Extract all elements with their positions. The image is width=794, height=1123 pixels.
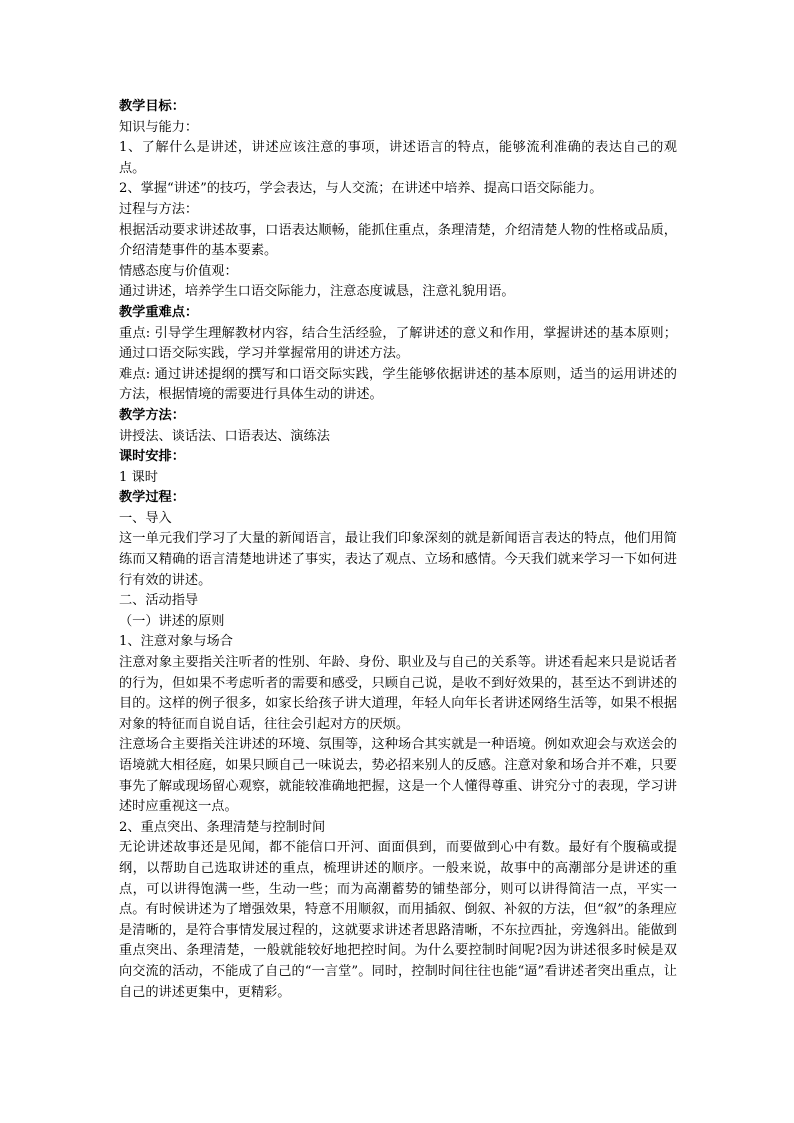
subheading-knowledge-ability: 知识与能力： bbox=[119, 119, 199, 135]
paragraph: 根据活动要求讲述故事，口语表达顺畅，能抓住重点，条理清楚，介绍清楚人物的性格或品质，介绍清楚事件的基本要素。 bbox=[119, 222, 677, 259]
heading-teaching-methods: 教学方法： bbox=[119, 407, 185, 423]
paragraph: 注意对象主要指关注听者的性别、年龄、身份、职业及与自己的关系等。讲述看起来只是说话者的行为，但如果不考虑听者的需要和感受，只顾自己说，是收不到好效果的，甚至达不到讲述的目的。这样的例子很多，如家长给孩子讲大道理，年轻人向年长者讲述网络生活等，如果不根据对象的特征而自说自话，往往会引起对方的厌烦。 bbox=[119, 655, 677, 732]
paragraph-difficult-point: 难点: 通过讲述提纲的撰写和口语交际实践，学生能够依据讲述的基本原则，适当的运用讲述的方法，根据情境的需要进行具体生动的讲述。 bbox=[119, 366, 677, 403]
heading-key-difficult-points: 教学重难点： bbox=[119, 304, 199, 320]
section-subtitle: （一）讲述的原则 bbox=[119, 613, 225, 629]
paragraph: 无论讲述故事还是见闻，都不能信口开河、面面俱到，而要做到心中有数。最好有个腹稿或提纲，以帮助自己选取讲述的重点，梳理讲述的顺序。一般来说，故事中的高潮部分是讲述的重点，可以讲得饱满一些，生动一些；而为高潮蓄势的铺垫部分，则可以讲得简洁一点，平实一点。有时候讲述为了增强效果，特意不用顺叙，而用插叙、倒叙、补叙的方法，但“叙”的条理应是清晰的，是符合事情发展过程的，这就要求讲述者思路清晰，不东拉西扯，旁逸斜出。能做到重点突出、条理清楚，一般就能较好地把控时间。为什么要控制时间呢?因为讲述很多时候是双向交流的活动，不能成了自己的“一言堂”。同时，控制时间往往也能“逼”看讲述者突出重点，让自己的讲述更集中，更精彩。 bbox=[119, 840, 677, 1000]
paragraph: 1、了解什么是讲述，讲述应该注意的事项，讲述语言的特点，能够流利准确的表达自己的观点。 bbox=[119, 140, 677, 176]
paragraph: 通过讲述，培养学生口语交际能力，注意态度诚恳，注意礼貌用语。 bbox=[119, 284, 515, 300]
paragraph-key-point: 重点: 引导学生理解教材内容，结合生活经验，了解讲述的意义和作用，掌握讲述的基本原则；通过口语交际实践，学习并掌握常用的讲述方法。 bbox=[119, 325, 677, 362]
heading-teaching-process: 教学过程： bbox=[119, 490, 185, 506]
section-subtitle: 2、重点突出、条理清楚与控制时间 bbox=[119, 819, 326, 835]
heading-teaching-goals: 教学目标： bbox=[119, 99, 185, 114]
document-page bbox=[119, 97, 677, 1003]
subheading-emotion-values: 情感态度与价值观： bbox=[119, 263, 238, 279]
paragraph: 讲授法、谈话法、口语表达、演练法 bbox=[119, 428, 330, 444]
paragraph: 2、掌握“讲述”的技巧，学会表达，与人交流；在讲述中培养、提高口语交际能力。 bbox=[119, 181, 603, 197]
subheading-process-method: 过程与方法： bbox=[119, 201, 199, 217]
heading-class-schedule: 课时安排： bbox=[119, 449, 185, 465]
section-title: 二、活动指导 bbox=[119, 593, 199, 609]
paragraph: 1 课时 bbox=[119, 469, 158, 485]
section-subtitle: 1、注意对象与场合 bbox=[119, 634, 233, 650]
section-title: 一、导入 bbox=[119, 510, 172, 526]
paragraph: 注意场合主要指关注讲述的环境、氛围等，这种场合其实就是一种语境。例如欢迎会与欢送会的语境就大相径庭，如果只顾自己一味说去，势必招来别人的反感。注意对象和场合并不难，只要事先了解或现场留心观察，就能较准确地把握，这是一个人懂得尊重、讲究分寸的表现，学习讲述时应重视这一点。 bbox=[119, 737, 677, 815]
paragraph: 这一单元我们学习了大量的新闻语言，最让我们印象深刻的就是新闻语言表达的特点，他们用简练而又精确的语言清楚地讲述了事实，表达了观点、立场和感情。今天我们就来学习一下如何进行有效的讲述。 bbox=[119, 531, 677, 588]
